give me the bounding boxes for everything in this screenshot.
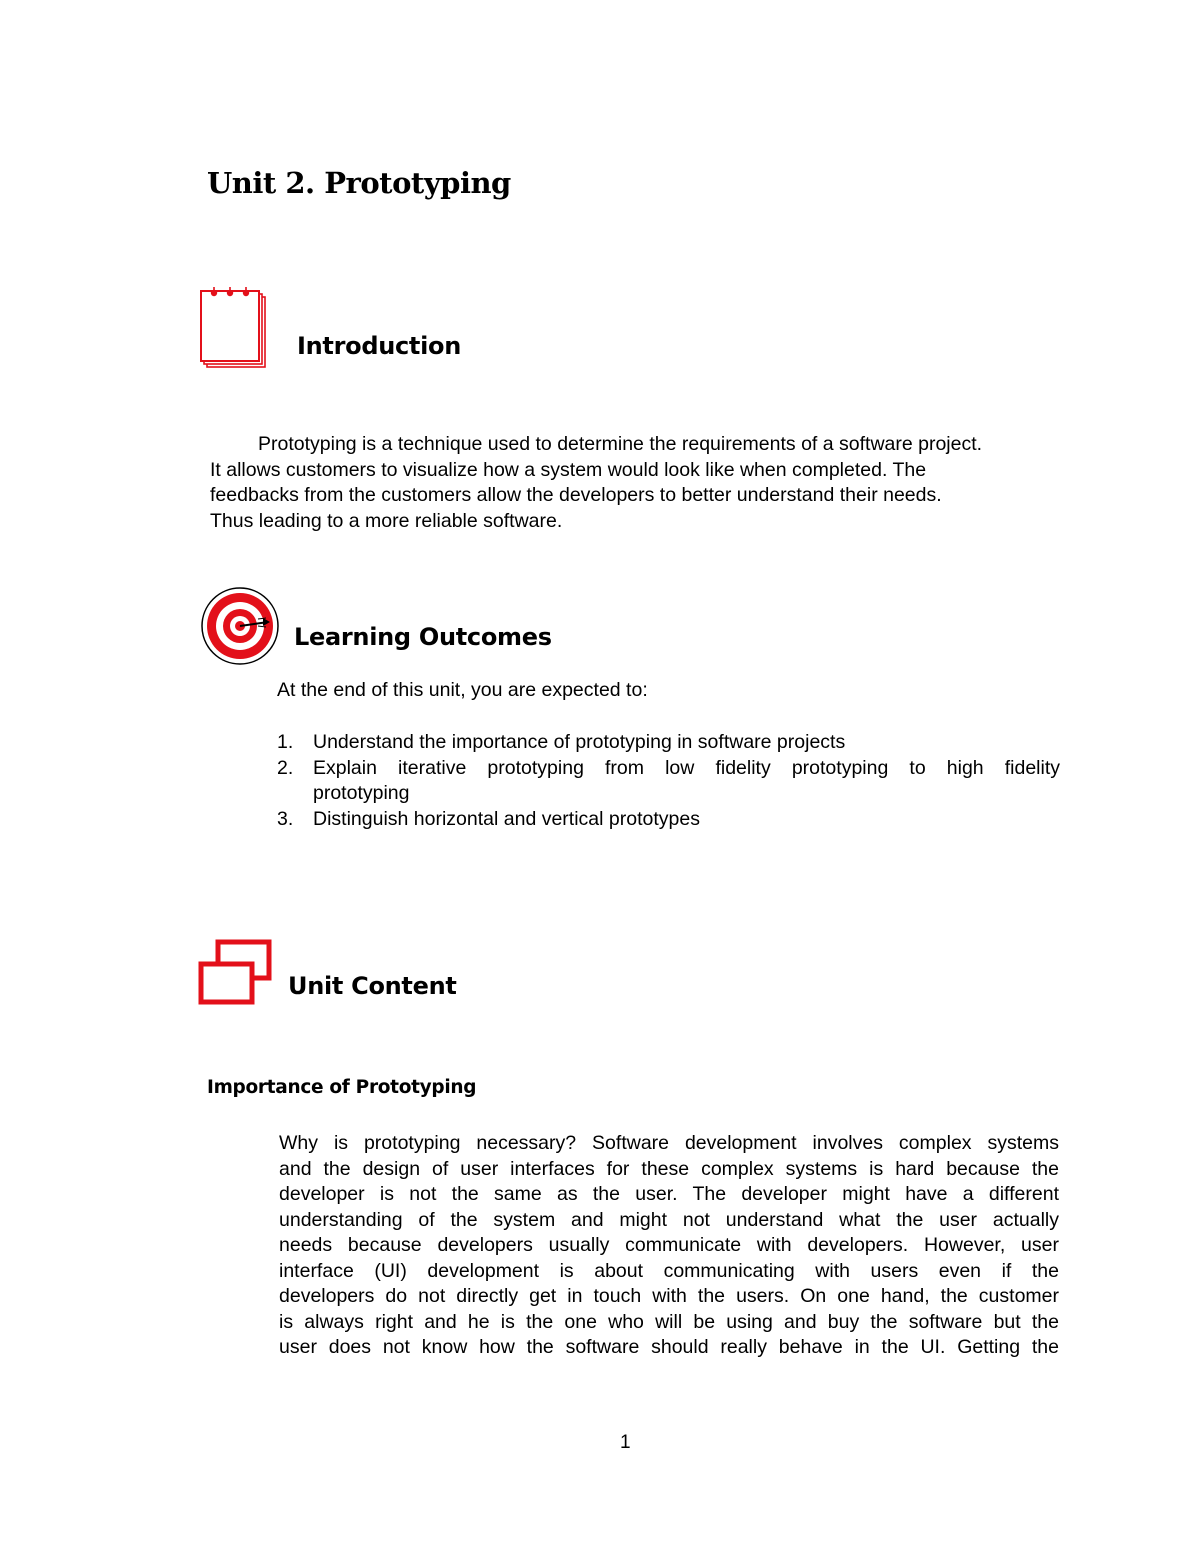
outcome-list [277, 730, 1060, 832]
target-icon [200, 586, 282, 666]
introduction-paragraph [210, 432, 1060, 534]
text-line: user does not know how the software should really behave in the UI. Getting the [279, 1336, 1059, 1358]
text-line: Prototyping is a technique used to determine the requirements of a software project. [258, 433, 983, 455]
text-line: Explain iterative prototyping from low fidelity prototyping to high fidelity [313, 756, 1060, 779]
outcomes-lead: At the end of this unit, you are expected to: [277, 679, 648, 701]
unit-content-heading: Unit Content [288, 972, 457, 1000]
text-line: developer is not the same as the user. The developer might have a different [279, 1183, 1059, 1205]
text-line: Distinguish horizontal and vertical prototypes [313, 807, 700, 830]
list-item [277, 756, 1060, 807]
importance-heading: Importance of Prototyping [207, 1077, 477, 1098]
text-line: feedbacks from the customers allow the developers to better understand their needs. [210, 484, 942, 506]
text-line: understanding of the system and might not understand what the user actually [279, 1208, 1059, 1231]
list-number: 1. [277, 731, 294, 753]
text-line: and the design of user interfaces for these complex systems is hard because the [279, 1157, 1059, 1180]
text-line: Why is prototyping necessary? Software development involves complex systems [279, 1132, 1059, 1154]
text-line: interface (UI) development is about communicating with users even if the [279, 1259, 1059, 1282]
text-line: Understand the importance of prototyping in software projects [313, 731, 846, 753]
text-line: It allows customers to visualize how a system would look like when completed. The [210, 458, 927, 481]
importance-paragraph [279, 1131, 1059, 1361]
windows-icon [198, 939, 274, 1007]
unit-title: Unit 2. Prototyping [207, 166, 511, 200]
text-line: needs because developers usually communicate with developers. However, user [279, 1234, 1059, 1256]
learning-outcomes-heading: Learning Outcomes [294, 623, 552, 651]
notepad-icon [200, 287, 270, 371]
text-line: prototyping [313, 782, 410, 804]
list-number: 3. [277, 807, 294, 830]
text-line: developers do not directly get in touch with the users. On one hand, the customer [279, 1285, 1059, 1307]
text-line: is always right and he is the one who will be using and buy the software but the [279, 1310, 1059, 1333]
text-line: Thus leading to a more reliable software. [210, 509, 563, 532]
introduction-heading: Introduction [297, 332, 461, 360]
list-number: 2. [277, 756, 294, 779]
list-item [277, 807, 1060, 833]
list-item [277, 730, 1060, 756]
page-number: 1 [620, 1432, 631, 1453]
